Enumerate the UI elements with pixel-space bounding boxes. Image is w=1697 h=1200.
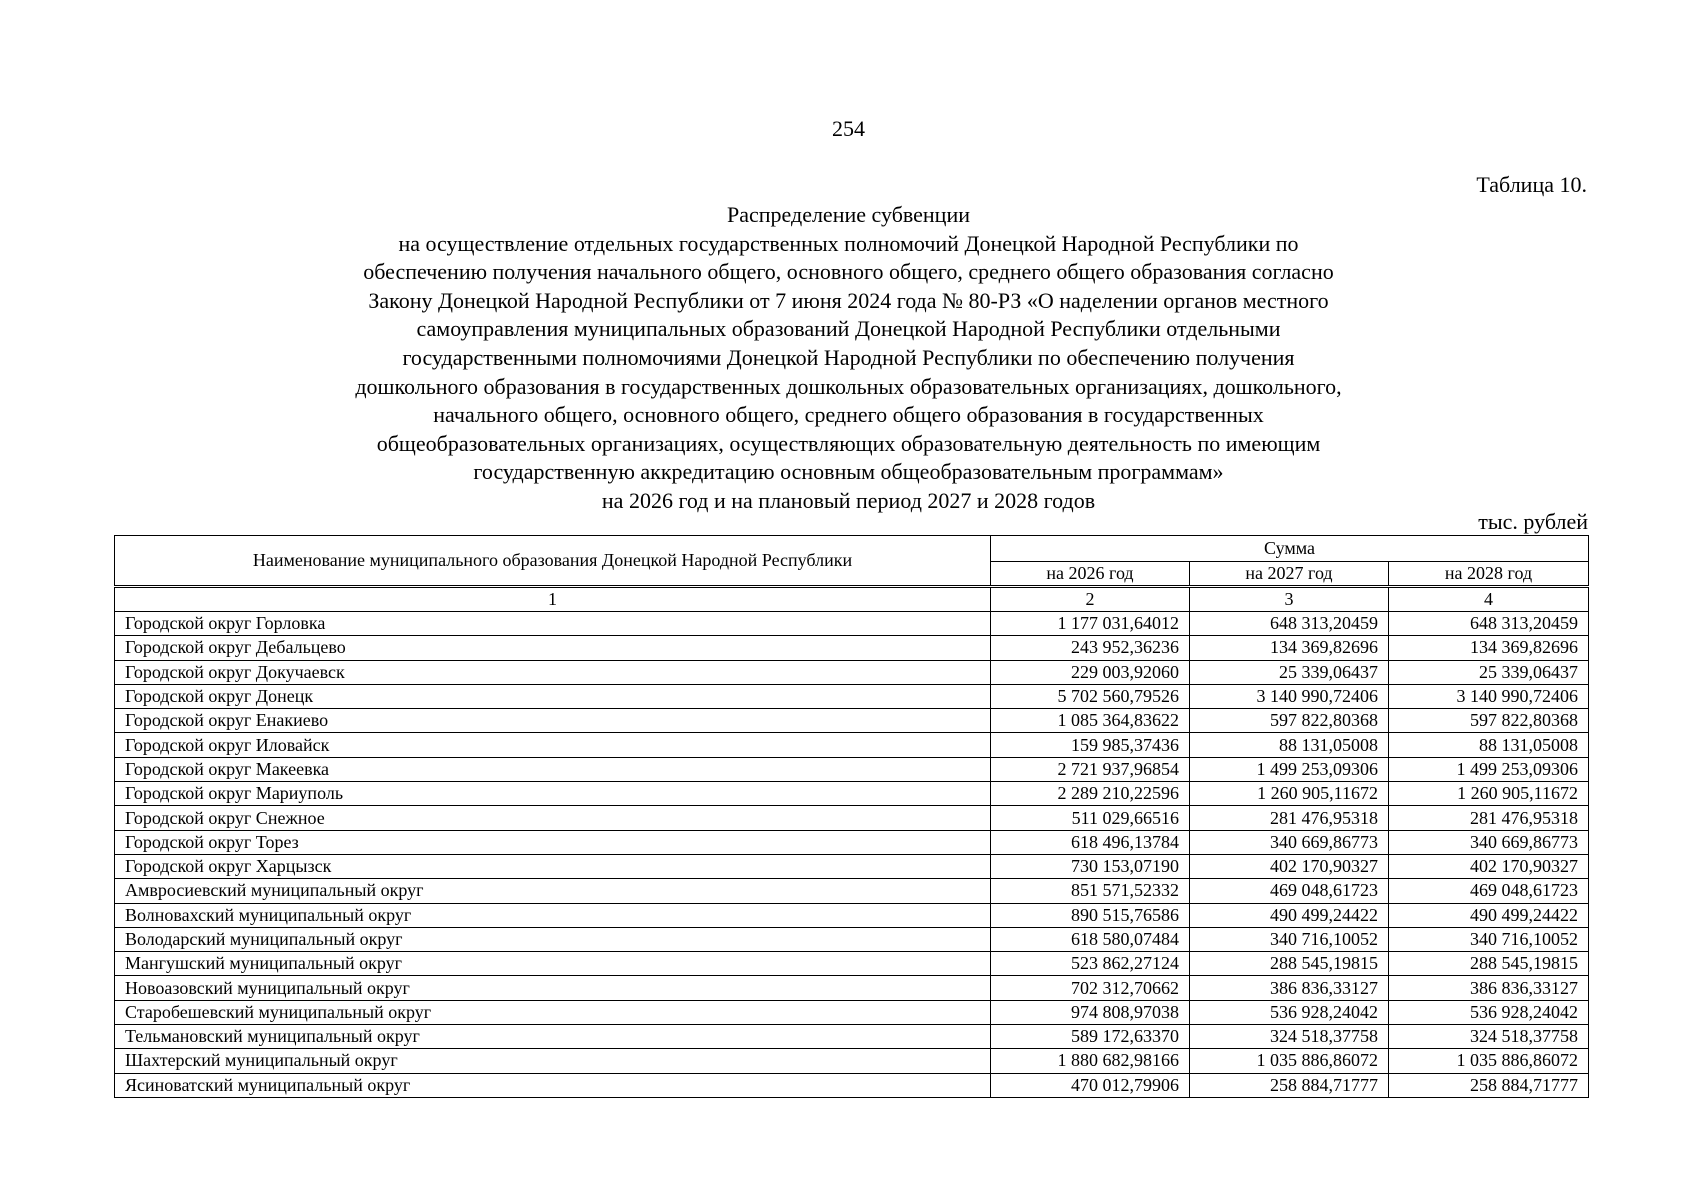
- amount-2028: 3 140 990,72406: [1389, 684, 1589, 708]
- municipality-name: Волновахский муниципальный округ: [115, 903, 991, 927]
- municipality-name: Городской округ Дебальцево: [115, 636, 991, 660]
- header-sum: Сумма: [991, 536, 1589, 562]
- header-name: Наименование муниципального образования Донецкой Народной Республики: [115, 536, 991, 586]
- municipality-name: Мангушский муниципальный округ: [115, 952, 991, 976]
- column-number: 2: [991, 588, 1190, 612]
- amount-2027: 402 170,90327: [1190, 854, 1389, 878]
- amount-2027: 134 369,82696: [1190, 636, 1389, 660]
- heading-line: на 2026 год и на плановый период 2027 и 2028 годов: [601, 487, 1096, 513]
- amount-2028: 1 260 905,11672: [1389, 782, 1589, 806]
- amount-2027: 288 545,19815: [1190, 952, 1389, 976]
- table-row: [115, 879, 1589, 903]
- amount-2026: 2 721 937,96854: [991, 757, 1190, 781]
- amount-2028: 469 048,61723: [1389, 879, 1589, 903]
- units-label: тыс. рублей: [1478, 509, 1588, 534]
- table-row: [115, 782, 1589, 806]
- amount-2027: 340 669,86773: [1190, 830, 1389, 854]
- table-row: [115, 1073, 1589, 1097]
- amount-2026: 618 496,13784: [991, 830, 1190, 854]
- amount-2028: 1 499 253,09306: [1389, 757, 1589, 781]
- municipality-name: Городской округ Торез: [115, 830, 991, 854]
- heading-line: Закону Донецкой Народной Республики от 7 июня 2024 года № 80-РЗ «О наделении органов местного: [368, 287, 1329, 313]
- table-heading: [170, 201, 1527, 516]
- heading-line: государственными полномочиями Донецкой Народной Республики по обеспечению получения: [402, 344, 1295, 370]
- municipality-name: Шахтерский муниципальный округ: [115, 1049, 991, 1073]
- municipality-name: Городской округ Докучаевск: [115, 660, 991, 684]
- amount-2027: 1 499 253,09306: [1190, 757, 1389, 781]
- amount-2027: 469 048,61723: [1190, 879, 1389, 903]
- table-row: [115, 830, 1589, 854]
- amount-2027: 340 716,10052: [1190, 927, 1389, 951]
- table-row: [115, 1025, 1589, 1049]
- header-year-2028: на 2028 год: [1389, 562, 1589, 586]
- amount-2026: 974 808,97038: [991, 1000, 1190, 1024]
- amount-2028: 88 131,05008: [1389, 733, 1589, 757]
- amount-2028: 536 928,24042: [1389, 1000, 1589, 1024]
- header-row: [115, 536, 1589, 562]
- table-row: [115, 733, 1589, 757]
- heading-line: Распределение субвенции: [726, 202, 971, 227]
- table-body: [115, 536, 1589, 1098]
- amount-2028: 1 035 886,86072: [1389, 1049, 1589, 1073]
- amount-2026: 702 312,70662: [991, 976, 1190, 1000]
- table-row: [115, 1000, 1589, 1024]
- amount-2028: 288 545,19815: [1389, 952, 1589, 976]
- amount-2026: 5 702 560,79526: [991, 684, 1190, 708]
- amount-2027: 88 131,05008: [1190, 733, 1389, 757]
- column-number: 1: [115, 588, 991, 612]
- amount-2026: 851 571,52332: [991, 879, 1190, 903]
- heading-line: общеобразовательных организациях, осуществляющих образовательную деятельность по имеющим: [376, 430, 1321, 456]
- heading-line: начального общего, основного общего, среднего общего образования в государственных: [433, 402, 1264, 428]
- amount-2027: 25 339,06437: [1190, 660, 1389, 684]
- header-year-2026: на 2026 год: [991, 562, 1190, 586]
- column-numbers-row: [115, 588, 1589, 612]
- municipality-name: Городской округ Харцызск: [115, 854, 991, 878]
- header-year-2027: на 2027 год: [1190, 562, 1389, 586]
- column-number: 3: [1190, 588, 1389, 612]
- amount-2028: 597 822,80368: [1389, 709, 1589, 733]
- amount-2028: 25 339,06437: [1389, 660, 1589, 684]
- amount-2026: 2 289 210,22596: [991, 782, 1190, 806]
- heading-line: самоуправления муниципальных образований Донецкой Народной Республики отдельными: [416, 316, 1281, 342]
- amount-2028: 340 669,86773: [1389, 830, 1589, 854]
- heading-line: дошкольного образования в государственных дошкольных образовательных организациях, дошкольного,: [355, 373, 1342, 399]
- amount-2027: 536 928,24042: [1190, 1000, 1389, 1024]
- table-row: [115, 757, 1589, 781]
- subvention-table: [114, 535, 1589, 1098]
- amount-2026: 229 003,92060: [991, 660, 1190, 684]
- table-row: [115, 660, 1589, 684]
- amount-2026: 159 985,37436: [991, 733, 1190, 757]
- amount-2027: 1 035 886,86072: [1190, 1049, 1389, 1073]
- amount-2028: 340 716,10052: [1389, 927, 1589, 951]
- municipality-name: Старобешевский муниципальный округ: [115, 1000, 991, 1024]
- municipality-name: Городской округ Макеевка: [115, 757, 991, 781]
- table-row: [115, 927, 1589, 951]
- amount-2028: 134 369,82696: [1389, 636, 1589, 660]
- municipality-name: Городской округ Донецк: [115, 684, 991, 708]
- municipality-name: Володарский муниципальный округ: [115, 927, 991, 951]
- municipality-name: Городской округ Енакиево: [115, 709, 991, 733]
- amount-2028: 281 476,95318: [1389, 806, 1589, 830]
- amount-2027: 1 260 905,11672: [1190, 782, 1389, 806]
- heading-line: на осуществление отдельных государственных полномочий Донецкой Народной Республики по: [398, 230, 1299, 256]
- amount-2027: 597 822,80368: [1190, 709, 1389, 733]
- amount-2028: 386 836,33127: [1389, 976, 1589, 1000]
- amount-2027: 281 476,95318: [1190, 806, 1389, 830]
- amount-2026: 589 172,63370: [991, 1025, 1190, 1049]
- table-row: [115, 806, 1589, 830]
- municipality-name: Городской округ Снежное: [115, 806, 991, 830]
- amount-2026: 470 012,79906: [991, 1073, 1190, 1097]
- amount-2028: 490 499,24422: [1389, 903, 1589, 927]
- amount-2026: 890 515,76586: [991, 903, 1190, 927]
- amount-2027: 648 313,20459: [1190, 612, 1389, 636]
- municipality-name: Городской округ Иловайск: [115, 733, 991, 757]
- table-row: [115, 709, 1589, 733]
- amount-2026: 511 029,66516: [991, 806, 1190, 830]
- table-row: [115, 952, 1589, 976]
- page-number: 254: [832, 116, 865, 141]
- amount-2028: 402 170,90327: [1389, 854, 1589, 878]
- heading-line: обеспечению получения начального общего, основного общего, среднего общего образования согласно: [363, 259, 1334, 285]
- amount-2028: 258 884,71777: [1389, 1073, 1589, 1097]
- table-row: [115, 612, 1589, 636]
- table-label: Таблица 10.: [1476, 172, 1587, 197]
- amount-2027: 386 836,33127: [1190, 976, 1389, 1000]
- amount-2026: 1 085 364,83622: [991, 709, 1190, 733]
- amount-2026: 243 952,36236: [991, 636, 1190, 660]
- municipality-name: Амвросиевский муниципальный округ: [115, 879, 991, 903]
- table-row: [115, 636, 1589, 660]
- amount-2026: 730 153,07190: [991, 854, 1190, 878]
- heading-line: государственную аккредитацию основным общеобразовательным программам»: [473, 459, 1224, 485]
- table-row: [115, 903, 1589, 927]
- table-row: [115, 1049, 1589, 1073]
- table-row: [115, 976, 1589, 1000]
- amount-2026: 523 862,27124: [991, 952, 1190, 976]
- table-row: [115, 684, 1589, 708]
- amount-2026: 618 580,07484: [991, 927, 1190, 951]
- amount-2028: 324 518,37758: [1389, 1025, 1589, 1049]
- amount-2026: 1 880 682,98166: [991, 1049, 1190, 1073]
- amount-2027: 324 518,37758: [1190, 1025, 1389, 1049]
- amount-2028: 648 313,20459: [1389, 612, 1589, 636]
- amount-2027: 490 499,24422: [1190, 903, 1389, 927]
- amount-2026: 1 177 031,64012: [991, 612, 1190, 636]
- column-number: 4: [1389, 588, 1589, 612]
- municipality-name: Ясиноватский муниципальный округ: [115, 1073, 991, 1097]
- municipality-name: Городской округ Мариуполь: [115, 782, 991, 806]
- municipality-name: Тельмановский муниципальный округ: [115, 1025, 991, 1049]
- municipality-name: Новоазовский муниципальный округ: [115, 976, 991, 1000]
- amount-2027: 258 884,71777: [1190, 1073, 1389, 1097]
- amount-2027: 3 140 990,72406: [1190, 684, 1389, 708]
- table-row: [115, 854, 1589, 878]
- municipality-name: Городской округ Горловка: [115, 612, 991, 636]
